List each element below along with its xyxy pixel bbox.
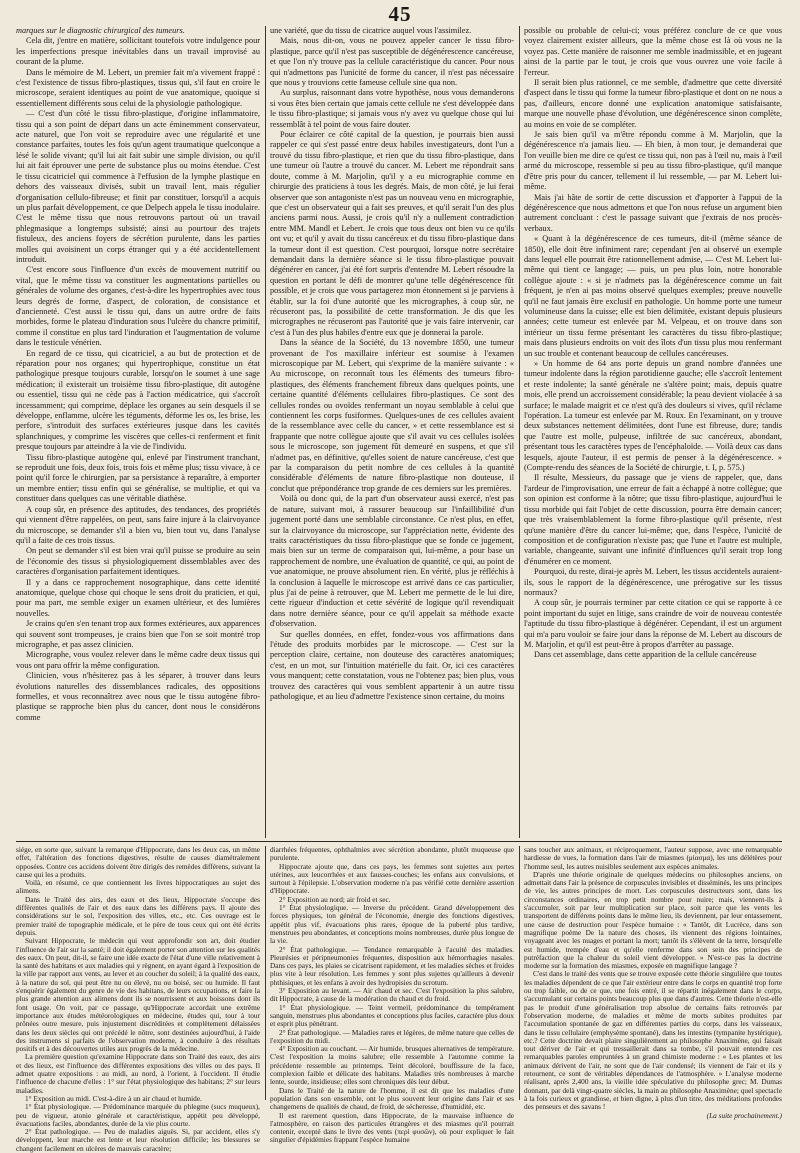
paragraph: 2° État pathologique. — Peu de maladies aiguës. Si, par accident, elles s'y développent, leur marche est lente et leur résolution difficile; les blessures se changent facilement en ulcères de mauvais caractère; [16, 1127, 260, 1153]
paragraph: Il est rarement question, dans Hippocrate, de la mauvaise influence de l'atmosphère, en raison des particules étrangères et des miasmes qu'il pourrait contenir, excepté dans le livre des vents (περὶ φυσῶν), où pour expliquer le fait singulier d'épidémies frappant l'espèce humaine [270, 1110, 514, 1145]
paragraph: possible ou probable de celui-ci; vous préférez conclure de ce que vous voyez clairement exister ailleurs, que la même chose est là où vous ne la voyez pas. Cette manière de raisonner me semble inadmissible, et en jugeant ainsi de la partie par le tout, je crois que vous ouvrez une voie facile à l'erreur. [524, 26, 782, 77]
column-divider [519, 26, 520, 838]
paragraph: « Quant à la dégénérescence de ces tumeurs, dit-il (même séance de 1850), elle doit être infiniment rare; cependant j'en ai observé un exemple dans lequel elle pourrait être rationnellement admise, — C'est M. Lebert lui-même qui tient ce langage; — puis, un peu plus loin, notre honorable collègue ajoute : « si je n'admets pas la dégénérescence comme un fait fréquent, je n'en ai pas moins observé quelques exemples; preuve nouvelle qu'il ne faut jamais être exclusif en pathologie. Un homme porte une tumeur volumineuse dans la cuisse; elle est bien délimitée, existant depuis plusieurs années; cette tumeur est enlevée par M. Velpeau, et on trouve dans son intérieur un tissu ferme présentant les caractères du tissu fibro-plastique; mais dans plusieurs endroits on voit des îlots d'un tissu plus mou renfermant un suc trouble et contenant beaucoup de cellules cancéreuses. [524, 234, 782, 358]
upper-column-3 [524, 26, 782, 838]
paragraph: Sur quelles données, en effet, fondez-vous vos affirmations dans l'étude des produits morbides par le microscope. — C'est sur la perception claire, certaine, non douteuse des caractères anatomiques; c'est, en un mot, sur l'intuition matérielle du fait. Or, ici ces caractères vous manquent; cette constatation, vous ne l'obtenez pas; bien plus, vous trouvez des caractères qui vous semblent appartenir à un autre tissu pathologique, et au lieu d'admettre l'existence sinon certaine, du moins [270, 629, 514, 701]
paragraph: 4° Exposition au couchant. — Air humide, brusques alternatives de température. C'est l'exposition la moins salubre; elle ressemble à l'automne comme la précédente ressemble au printemps. Teint décoloré, bouffissure de la face, complexion faible et délicate des habitans. Maladies très nombreuses à marche lente, sourde, insidieuse; elles sont chroniques dès leur début. [270, 1044, 514, 1087]
lower-column-2 [270, 845, 514, 1145]
paragraph: En regard de ce tissu, qui cicatriciel, a au but de protection et de réparation pour nos organes; qui hypertrophique, constitue un état pathologique presque toujours curable, lorsqu'on le soumet à une sage médication; il existerait un troisième tissu fibro-plastique, dit autogène ou essentiel, tissu qui ne cède pas à l'action médicatrice, qui s'accroît incessamment; qui comprime, déplace les organes au sein desquels il se développe, enflamme, ulcère les téguments, déforme les os, les brise, les perfore, s'introduit des surfaces extérieures jusque dans les cavités splanchniques, y comprime les viscères que celles-ci renferment et finit presque toujours par atteindre à la vie de l'individu. [16, 348, 260, 452]
paragraph: siége, en sorte que, suivant la remarque d'Hippocrate, dans les deux cas, un même effet, l'altération des fonctions digestives, résulte de causes diamétralement opposées. Contre ces accidens doivent être dirigés des remèdes différens, suivant la cause qui les a produits. [16, 845, 260, 879]
paragraph: Pourquoi, du reste, dirai-je après M. Lebert, les tissus accidentels auraient-ils, sous le rapport de la dégénérescence, une prérogative sur les tissus normaux? [524, 567, 782, 597]
paragraph: On peut se demander s'il est bien vrai qu'il puisse se produire au sein de l'économie des tissus si physiologiquement dissemblables avec des caractères d'organisation parfaitement identiques. [16, 546, 260, 577]
paragraph: 2° État pathologique. — Tendance remarquable à l'acuité des maladies. Pleurésies et péripneumonies fréquentes, disposition aux hémorrhagies nasales. Dans ces pays, les plaies se cicatrisent rapidement, et les maladies sèches et froides plus vite à leur résolution. Les femmes y sont plus sujettes qu'ailleurs à devenir phthisiques, et les enfans à avoir des hydropisies du scrotum. [270, 944, 514, 987]
paragraph: C'est dans le traité des vents que se trouve exposée cette théorie singulière que toutes les maladies dépendent de ce que l'air extérieur entre dans le corps en quantité trop forte ou trop faible, ou de ce que, une fois entré, il se répartit inégalement dans le corps, s'accumulant sur certains points beaucoup plus que dans d'autres. Cette théorie n'est-elle pas le produit d'une généralisation trop absolue de certains faits retrouvés par l'observation moderne, de maladies et même de morts subites produites par l'accumulation spontanée de gaz en différentes parties du corps, dans les vaisseaux, dans le tissu cellulaire (emphysème spontané), dans les intestins (tympanite hystérique), etc.? Cette doctrine devait plaire singulièrement au philosophe Anaximène, qui faisait tout dériver de l'air et qui tressaillerait dans sa tombe, s'il pouvait entendre ces remarquables paroles empruntées à un grand chimiste moderne : « Les plantes et les animaux dérivent de l'air, ne sont que de l'air condensé; ils viennent de l'air et ils y retournent, ce sont de véritables dépendances de l'atmosphère. » L'analyse moderne réalisant, après 2,400 ans, la vieille idée spéculative du philosophe grec; M. Dumas donnant, par delà vingt-quatre siècles, la main au philosophe Anaximène; quel spectacle à la fois curieux et grandiose, et bien digne, à plus d'un titre, des méditations profondes des penseurs et des savans ! [524, 969, 782, 1112]
paragraph: Il y a dans ce rapprochement nosographique, dans cette identité anatomique, quelque chose qui choque le sens droit du praticien, et qui, pour ma part, me semble exiger un examen ultérieur, et des lumières nouvelles. [16, 577, 260, 618]
upper-column-1 [16, 26, 260, 838]
paragraph: Voilà, en résumé, ce que contiennent les livres hippocratiques au sujet des alimens. [16, 878, 260, 896]
paragraph: La première question qu'examine Hippocrate dans son Traité des eaux, des airs et des lieux, est l'influence des différentes expositions des villes ou des pays. Il admet quatre expositions : au midi, au nord, à l'orient, à l'occident. Il étudie l'influence de chacune d'elles : 1° sur l'état physiologique des habitans; 2° sur leurs maladies. [16, 1052, 260, 1095]
paragraph: D'après une théorie originale de quelques médecins ou philosophes anciens, on admettait dans l'air la présence de corpuscules invisibles et disséminés, les uns principes de vie, les autres principes de mort. Les corpuscules destructeurs sont, dans les circonstances ordinaires, en trop petit nombre pour nuire; mais, viennent-ils à s'accumuler, soit par leur multiplication sur place, soit parce que les vents les transportent de différens points dans le même lieu, ils deviennent, par leur entassement, une cause de destruction pour l'espèce humaine : « Tantôt, dit Lucrèce, dans son magnifique poème De la nature des choses, ils viennent des régions lointaines, voyageant avec les nuages et portant la mort; tantôt ils s'élèvent de la terre, lorsqu'elle est humide, trempée d'eau et qu'elle renferme dans son sein des principes de putréfaction que la chaleur du soleil vient développer. » N'est-ce pas la doctrine moderne sur la formation des miasmes, exposée en magnifique langage ? [524, 869, 782, 971]
paragraph: Au surplus, raisonnant dans votre hypothèse, nous vous demanderons si vous êtes bien certain que jamais cette cellule ne s'est développée dans le tissu fibro-plastique; si jamais vous n'y avez vu quelque chose qui lui ressemblât à tel point de vous faire douter. [270, 88, 514, 129]
paragraph: A coup sûr, en présence des aptitudes, des tendances, des propriétés qui viennent d'être rappelées, on peut, sans faire injure à la clairvoyance du microscope, se demander s'il a bien vu, bien tout vu, dans l'analyse qu'il a faite de ces trois tissus. [16, 504, 260, 545]
paragraph: Mais j'ai hâte de sortir de cette discussion et d'apporter à l'appui de la dégénérescence que nous admettons et que l'on nous refuse un argument bien autrement concluant : c'est le passage suivant que j'extrais de nos procès-verbaux. [524, 192, 782, 233]
paragraph: Suivant Hippocrate, le médecin qui veut approfondir son art, doit étudier l'influence de l'air sur la santé; il doit également porter son attention sur les qualités des eaux. On peut, dit-il, se faire une idée exacte de l'état d'une ville relativement à la santé des habitans et aux maladies qui y règnent, en ayant égard à l'exposition de la ville par rapport aux vents, au lever et au coucher du soleil; à la qualité des eaux, à la nature du sol, qui peut être nu ou élevé, nu ou boisé, sec ou humide. Il faut s'enquérir également du genre de vie des habitans, de leurs occupations, et faire la plus grande attention aux alimens dont ils se nourrissent et aux boissons dont ils font usage. On voit, par ce passage, qu'Hippocrate accordait une extrême importance aux études météorologiques en médecine, études qui, tour à tour prônées outre mesure, puis injustement discréditées et complètement délaissées dans les deux siècles qui ont précédé le nôtre, sont destinées aujourd'hui, à l'aide des instrumens si parfaits de l'observation moderne, à conduire à des résultats positifs et à des découvertes utiles aux progrès de la médecine. [16, 936, 260, 1054]
lower-column-1 [16, 845, 260, 1153]
column-divider [519, 846, 520, 1100]
paragraph: Tissu fibro-plastique autogène qui, enlevé par l'instrument tranchant, se reproduit une fois, deux fois, trois fois et même plus; tissu vivace, à ce point qu'il force le chirurgien, par sa persistance à reparaître, à emporter un membre entier; tissu enfin qui se généralise, se multiplie, et qui va constituer dans quelques cas une véritable diathèse. [16, 452, 260, 504]
feuilleton-divider [16, 841, 782, 842]
paragraph: 2° État pathologique. — Maladies rares et légères, de même nature que celles de l'exposition du midi. [270, 1027, 514, 1045]
paragraph: 1° État physiologique. — Teint vermeil, prédominance du tempérament sanguin, menstrues plus abondantes et conceptions plus faciles, caractère plus doux et esprit plus pénétrant. [270, 1002, 514, 1029]
paragraph: Il résulte, Messieurs, du passage que je viens de rappeler, que, dans l'ardeur de l'improvisation, une erreur de fait a échappé à notre collègue; que son opinion est conforme à la nôtre; que tissu fibro-plastique, aujourd'hui le tissu morbide qui fait l'objet de cette discussion, pourra être demain cancer; que très vraisemblablement la forme fibro-plastique qu'il présente, n'est qu'une manière d'être du cancer lui-même; que, dans l'espèce, l'unicité de composition et de configuration n'existe pas; que l'une et l'autre est multiple, variable, changeante, suivant une infinité d'influences qu'il serait trop long d'énumérer en ce moment. [524, 473, 782, 566]
paragraph: (La suite prochainement.) [706, 1110, 782, 1120]
paragraph: Pour éclairer ce côté capital de la question, je pourrais bien aussi rappeler ce qui s'est passé entre deux habiles investigateurs, dont l'un a trouvé du tissu fibro-plastique, et rien que du tissu fibro-plastique, dans une tumeur où l'autre a trouvé du cancer. M. Lebert me répondrait sans doute, comme à M. Marjolin, qu'il y a eu micrographie comme en chirurgie des praticiens à tous les degrés. Mais, de mon côté, je lui ferai observer que son antagoniste n'est pas un nouveau venu en micrographie, que c'est un observateur qui a fait ses preuves, et qu'il serait l'un des plus anciens parmi nous. Aussi, je crois qu'il n'y a nullement contradiction entre MM. Mandl et Lebert. Je crois que tous deux ont bien vu ce qu'ils ont vu; et qu'il y avait du tissu cancéreux et du tissu fibro-plastique dans la tumeur dont il est question. C'est pourquoi, lorsque notre secrétaire demandait dans la dernière séance si le tissu fibro-plastique pouvait dégénérer en cancer, j'ai été fort surpris d'entendre M. Lebert résoudre la question en portant le défi de montrer qu'une telle dégénérescence fût possible, et je crois que vous partagerez mon étonnement si je parviens à établir, sur la foi d'une autorité que les micrographes, à coup sûr, ne récuseront pas, la possibilité de cette transformation. Je dis que les micrographes ne récuseront pas l'autorité que je vais faire intervenir, car c'est à l'un des plus habiles d'entre eux que je donnerai la parole. [270, 130, 514, 337]
paragraph: Clinicien, vous n'hésiterez pas à les séparer, à trouver dans leurs évolutions naturelles des dissemblances radicales, des oppositions formelles, et vous reconnaîtrez avec nous que le tissu autogène fibro-plastique se rapproche bien plus du cancer, dont nous le considérons comme [16, 671, 260, 722]
paragraph: 3° Exposition au levant. — Air chaud et sec. C'est l'exposition la plus salubre, dit Hippocrate, à cause de la modération du chaud et du froid. [270, 986, 514, 1004]
paragraph: A coup sûr, je pourrais terminer par cette citation ce qui se rapporte à ce point important du sujet en litige, sans craindre de voir de nouveau contestée l'aptitude du tissu fibro-plastique à dégénérer. Cependant, il est un argument qui m'a paru vouloir se faire jour dans la réponse de M. Lebert au discours de M. Marjolin, et qu'il est peut-être à propos d'arrêter au passage. [524, 598, 782, 649]
paragraph: marques sur le diagnostic chirurgical des tumeurs. [16, 26, 185, 35]
paragraph: Hippocrate ajoute que, dans ces pays, les femmes sont sujettes aux pertes utérines, aux leucorrhées et aux fausses-couches; les enfans aux convulsions, et surtout à l'épilepsie. L'observation moderne n'a pas vérifié cette dernière assertion d'Hippocrate. [270, 861, 514, 896]
paragraph: sans toucher aux animaux, et réciproquement, l'auteur suppose, avec une remarquable hardiesse de vues, la formation dans l'air de miasmes (μίασμα), les uns délétères pour l'homme seul, les autres nuisibles seulement aux espèces animales. [524, 845, 782, 871]
paragraph: 1° État physiologique. — Inverse du précédent. Grand développement des forces physiques, ton général de l'économie, énergie des fonctions digestives, appétit plus vif, évacuations plus rares, époque de la puberté plus tardive, menstrues peu abondantes, et conceptions moins nombreuses, durée plus longue de la vie. [270, 903, 514, 946]
paragraph: une variété, que du tissu de cicatrice auquel vous l'assimilez. [270, 26, 472, 35]
page-number: 45 [388, 2, 412, 26]
paragraph: Voilà ou donc qui, de la part d'un observateur aussi exercé, n'est pas de nature, suivant moi, à rassurer beaucoup sur l'infaillibilité d'un jugement porté dans une semblable circonstance. Ce n'est plus, en effet, sur la clairvoyance du microscope, sur l'appréciation nette, évidente des traits caractéristiques du tissu fibro-plastique que se fonde ce jugement, mais bien sur un terme de comparaison qui, lui-même, a pour base un rapprochement de nombre, une évaluation de quantité, ce qui, au point de vue anatomique, ne prouve absolument rien. En vérité, plus je réfléchis à la conclusion à laquelle le microscope est arrivé dans ce cas particulier, plus j'ai de peine à retrouver, que M. Lebert me permette de le lui dire, cette rigueur d'induction et cette sévérité de logique qu'il revendiquait dans notre dernière séance, pour ce qu'il appelait sa méthode exacte d'observation. [270, 494, 514, 629]
paragraph: 2° Exposition au nord; air froid et sec. [279, 894, 391, 904]
paragraph: » Un homme de 64 ans porte depuis un grand nombre d'années une tumeur indolente dans la région parotidienne gauche; elle s'accroît lentement et reste indolente; la santé générale ne s'altère point; mais, depuis quatre mois, elle prend un accroissement considérable; la peau devient violacée à sa surface; le malade maigrit et ce n'est qu'à des douleurs si vives, qu'il réclame l'opération. La tumeur est enlevée par M. Roux. En l'examinant, on y trouve deux substances nettement délimitées, dont l'une est fibreuse, dure; tandis que l'autre est molle, pulpeuse, infiltrée de suc cancéreux, abondant, présentant tous les caractères types de l'encéphaloïde. — Voilà deux cas dans lesquels, ajoute l'auteur, il est permis de penser à la dégénérescence. » (Compte-rendu des séances de la Société de chirurgie, t. I, p. 575.) [524, 359, 782, 473]
column-divider [265, 26, 266, 838]
paragraph: 1° Exposition au midi. C'est-à-dire à un air chaud et humide. [25, 1093, 202, 1103]
paragraph: Je sais bien qu'il va m'être répondu comme à M. Marjolin, que la dégénérescence n'a jamais lieu. — Eh bien, à mon tour, je demanderai que l'on veuille bien me dire ce qu'est ce tissu qui, non pas à l'œil nu, mais à l'œil armé du microscope, ressemble si peu au tissu fibro-plastique, qu'il manque d'être pris pour du cancer, tellement il lui ressemble, — par M. Lebert lui-même. [524, 130, 782, 192]
paragraph: Je crains qu'en s'en tenant trop aux formes extérieures, aux apparences qui souvent sont trompeuses, je crains bien que l'on se soit montré trop micrographe, et pas assez clinicien. [16, 619, 260, 649]
paragraph: — C'est d'un côté le tissu fibro-plastique, d'origine inflammatoire, tissu qui a son point de départ dans un acte éminemment conservateur, acte naturel, que l'on voit se reproduire avec une régularité et une constance parfaites, toutes les fois qu'un agent traumatique quelconque a lésé le solide vivant; qu'il lui ait fait subir une simple division, ou qu'il lui ait fait éprouver une perte de substance plus ou moins étendue. C'est le tissu cicatriciel qui commence à l'effusion de la lymphe plastique en dehors des vaisseaux divisés, subit un travail lent, mais régulier d'organisation cellulo-fibreuse; et finit par constituer, lorsqu'il a acquis un plus parfait développement, ce que Delpech appela le tissu inodulaire. C'est le même tissu que nous retrouvons partout où un travail phlegmasique a longtemps subsisté; ainsi au pourtour des trajets fistuleux, des anciens foyers de sécrétion purulente, dans les parties molles qui avoisinent un corps étranger qui y a été accidentellement introduit. [16, 109, 260, 264]
paragraph: Dans le Traité des airs, des eaux et des lieux, Hippocrate s'occupe des différentes qualités de l'air et des eaux dans les différens pays. Il ajoute des considérations sur le sol, l'exposition des villes, etc., etc. Ces ouvrage est le premier traité de topographie médicale, et le père de tous ceux qui ont été écrits depuis. [16, 894, 260, 937]
paragraph: Dans le mémoire de M. Lebert, un premier fait m'a vivement frappé : c'est l'existence de tissus fibro-plastiques, tissus qui, s'il faut en croire le microscope, seraient identiques au point de vue anatomique, quoique si essentiellement différents sous celui de la physiologie pathologique. [16, 67, 260, 108]
paragraph: Cela dit, j'entre en matière, sollicitant toutefois votre indulgence pour les imperfections presque inévitables dans un travail improvisé au courant de la plume. [16, 36, 260, 67]
paragraph: diarrhées fréquentes, ophthalmies avec sécrétion abondante, plutôt muqueuse que purulente. [270, 845, 514, 863]
paragraph: Mais, nous dit-on, vous ne pouvez appeler cancer le tissu fibro-plastique, parce qu'il n'est pas susceptible de dégénérescence cancéreuse, et que l'on n'y trouve pas la cellule caractéristique du cancer. Pour nous qui n'admettons pas l'unicité de forme du cancer, il n'est pas nécessaire que nous y trouvions cette fameuse cellule sine qua non. [270, 36, 514, 88]
upper-column-2 [270, 26, 514, 838]
column-divider [265, 846, 266, 1100]
paragraph: Il serait bien plus rationnel, ce me semble, d'admettre que cette diversité d'aspect dans le tissu qui forme la tumeur fibro-plastique et dont on ne nous a pas, d'ailleurs, encore donné une explication anatomique satisfaisante, marque une nouvelle phase d'évolution, une dégénérescence sinon complète, au moins en voie de se compléter. [524, 78, 782, 129]
paragraph: Dans le Traité de la nature de l'homme, il est dit que les maladies d'une population dans son ensemble, ont le plus souvent leur origine dans l'air et ses changemens de qualités de chaud, de froid, de sécheresse, d'humidité, etc. [270, 1085, 514, 1112]
paragraph: C'est encore sous l'influence d'un excès de mouvement nutritif ou vital, que le même tissu va constituer les augmentations partielles ou générales de volume des organes, c'est-à-dire les hypertrophies avec tous leurs degrés de forme, d'aspect, de coloration, de consistance et d'ancienneté. C'est aussi le tissu qui, dans un autre ordre de faits morbides, forme le plateau d'induration sous l'ulcère du chancre primitif, comme il constitue en plus tard l'induration et l'augmentation de volume dans le testicule vénérien. [16, 265, 260, 348]
lower-column-3 [524, 845, 782, 1120]
paragraph: Dans la séance de la Société, du 13 novembre 1850, une tumeur provenant de l'os maxillaire inférieur est soumise à l'examen microscopique par M. Lebert, qui s'exprime de la manière suivante : « Au microscope, on reconnaît tous les éléments des tumeurs fibro-plastiques, des éléments franchement fibreux dans quelques points, une certaine quantité d'éléments cellulaires fibro-plastiques. Ce sont des cellules rondes ou ovoïdes renfermant un noyau semblable à celui que contiennent les corps fusiformes. Quelques-unes de ces cellules avaient de la ressemblance avec celle du cancer, » et cette ressemblance est si frappante que notre collègue ajoute que s'il avait vu ces cellules isolées sous le microscope, son jugement fût demeuré en suspens, et que s'il n'admet pas, en définitive, qu'elles soient de nature cancéreuse, c'est que par la comparaison du petit nombre de ces cellules à la quantité considérable d'éléments de nature fibro-plastique non douteuse, il conclut que prépondérance trop grande de ces derniers sur les premières. [270, 338, 514, 493]
paragraph: Micrographe, vous voulez relever dans le même cadre deux tissus qui vous ont paru offrir la même configuration. [16, 650, 260, 670]
paragraph: 1° État physiologique. — Prédominance marquée du phlegme (sucs muqueux), peu de vigueur, atonie générale et caractéristique, appétit peu développé, évacuations faciles, abondantes, durée de la vie plus courte. [16, 1102, 260, 1128]
paragraph: Dans cet assemblage, dans cette apparition de la cellule cancéreuse [534, 650, 757, 660]
